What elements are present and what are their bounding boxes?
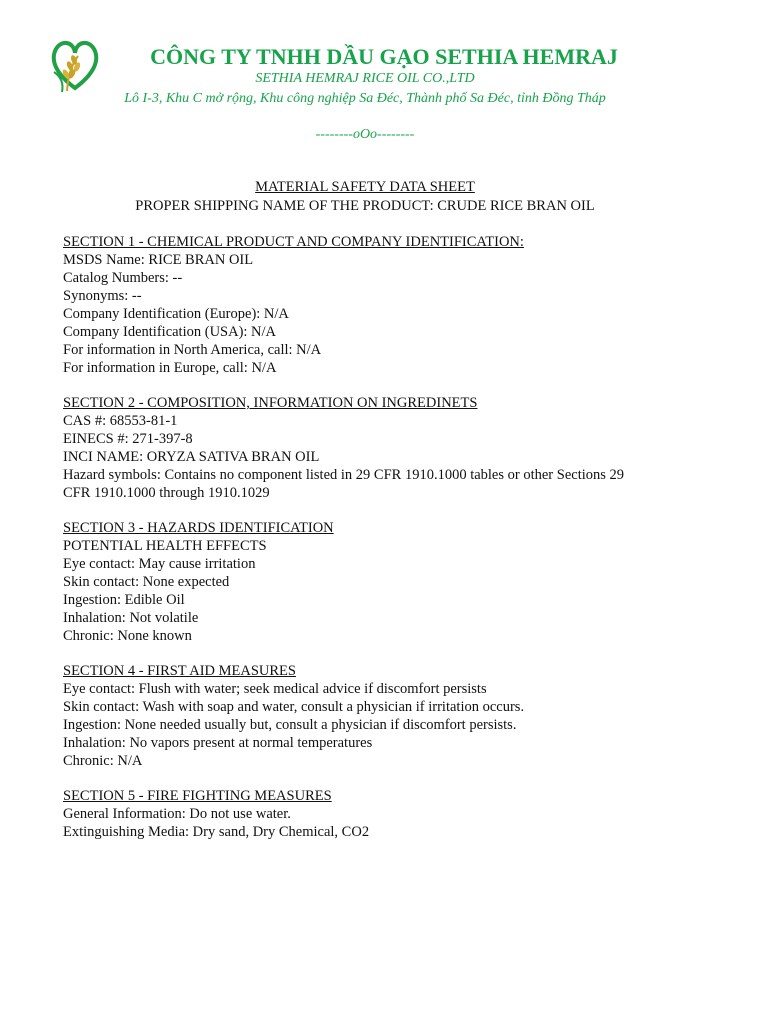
section-line: Chronic: N/A (63, 753, 143, 769)
section-line: Hazard symbols: Contains no component listed in 29 CFR 1910.1000 tables or other Sections 29 (63, 467, 625, 483)
section-line: Synonyms: -- (63, 288, 142, 304)
section-line: Inhalation: No vapors present at normal temperatures (63, 735, 373, 751)
document-title: MATERIAL SAFETY DATA SHEET (255, 179, 475, 195)
section-heading: SECTION 5 - FIRE FIGHTING MEASURES (63, 788, 332, 804)
header-ornament: --------oOo-------- (315, 127, 415, 142)
section-4 (63, 662, 703, 770)
section-heading: SECTION 4 - FIRST AID MEASURES (63, 663, 296, 679)
section-line: MSDS Name: RICE BRAN OIL (63, 252, 254, 268)
section-line: For information in North America, call: N/A (63, 342, 322, 358)
section-line: CFR 1910.1000 through 1910.1029 (63, 485, 270, 501)
section-line: Ingestion: None needed usually but, consult a physician if discomfort persists. (63, 717, 517, 733)
section-5 (63, 787, 703, 841)
section-heading: SECTION 3 - HAZARDS IDENTIFICATION (63, 520, 334, 536)
section-line: General Information: Do not use water. (63, 806, 291, 822)
section-1 (63, 233, 703, 377)
section-line: Catalog Numbers: -- (63, 270, 183, 286)
section-heading: SECTION 2 - COMPOSITION, INFORMATION ON INGREDINETS (63, 395, 478, 411)
company-name: CÔNG TY TNHH DẦU GẠO SETHIA HEMRAJ (150, 44, 618, 69)
section-line: CAS #: 68553-81-1 (63, 413, 178, 429)
section-line: Chronic: None known (63, 628, 192, 644)
section-line: Eye contact: May cause irritation (63, 556, 256, 572)
company-name-english: SETHIA HEMRAJ RICE OIL CO.,LTD (255, 71, 475, 86)
section-line: Eye contact: Flush with water; seek medical advice if discomfort persists (63, 681, 487, 697)
section-line: Ingestion: Edible Oil (63, 592, 185, 608)
section-line: Skin contact: Wash with soap and water, consult a physician if irritation occurs. (63, 699, 525, 715)
section-line: Company Identification (USA): N/A (63, 324, 277, 340)
section-line: EINECS #: 271-397-8 (63, 431, 193, 447)
document-body (63, 233, 703, 858)
section-heading: SECTION 1 - CHEMICAL PRODUCT AND COMPANY IDENTIFICATION: (63, 234, 524, 250)
section-line: INCI NAME: ORYZA SATIVA BRAN OIL (63, 449, 320, 465)
section-line: POTENTIAL HEALTH EFFECTS (63, 538, 267, 554)
section-line: Inhalation: Not volatile (63, 610, 199, 626)
company-address: Lô I-3, Khu C mở rộng, Khu công nghiệp Sa Đéc, Thành phố Sa Đéc, tỉnh Đồng Tháp (124, 91, 606, 106)
section-line: Skin contact: None expected (63, 574, 230, 590)
section-line: For information in Europe, call: N/A (63, 360, 277, 376)
section-2 (63, 394, 703, 502)
section-3 (63, 519, 703, 645)
document-subtitle: PROPER SHIPPING NAME OF THE PRODUCT: CRUDE RICE BRAN OIL (135, 198, 595, 214)
section-line: Company Identification (Europe): N/A (63, 306, 289, 322)
section-line: Extinguishing Media: Dry sand, Dry Chemical, CO2 (63, 824, 370, 840)
